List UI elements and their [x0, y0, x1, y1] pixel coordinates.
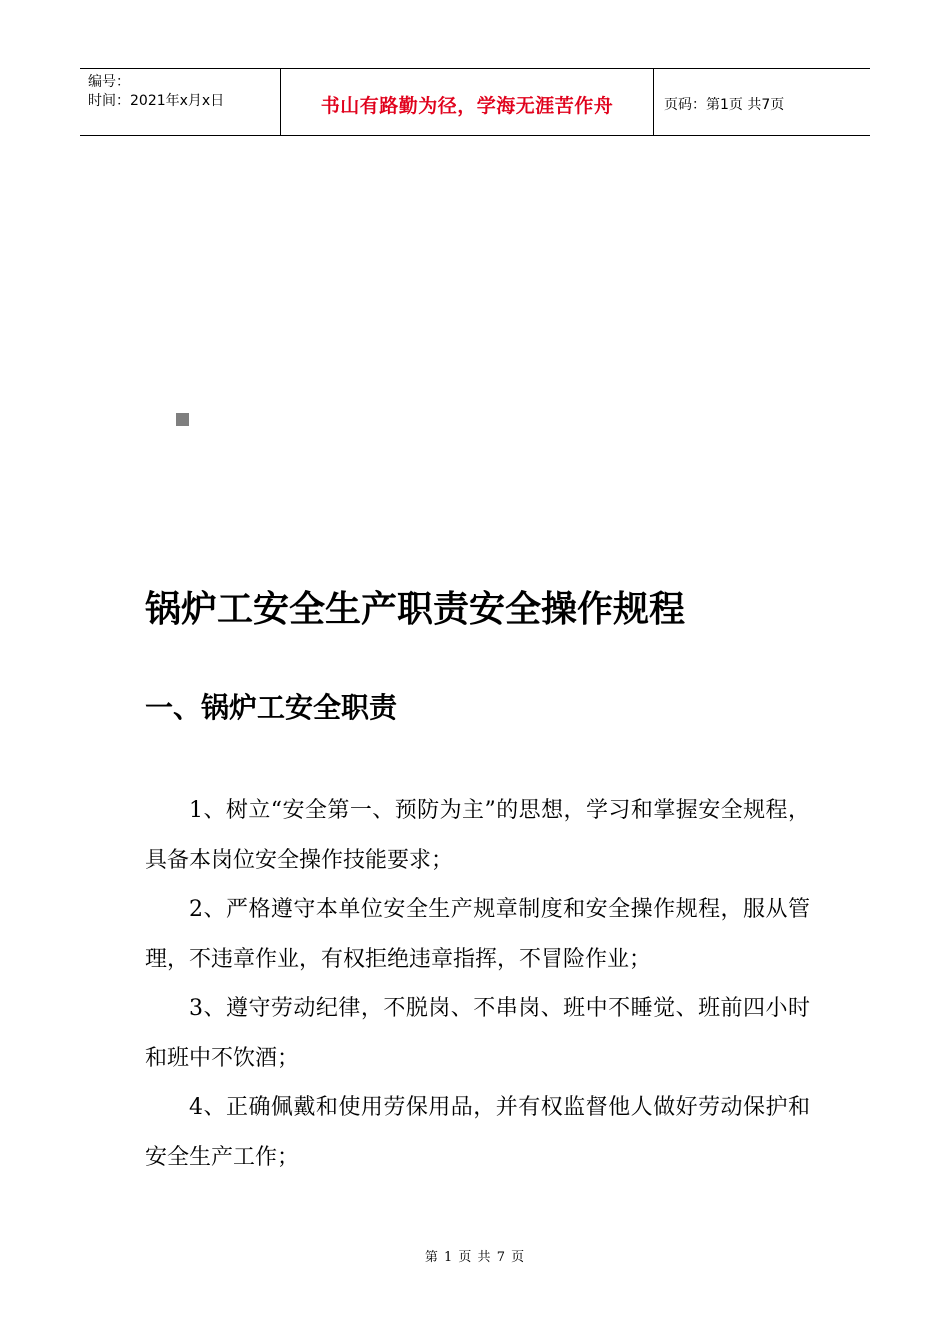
header-motto: 书山有路勤为径，学海无涯苦作舟 — [320, 94, 614, 117]
header-motto-cell — [281, 69, 654, 135]
serial-number-label: 编号： — [88, 74, 130, 90]
square-bullet-icon — [176, 413, 189, 426]
page-footer: 第 1 页 共 7 页 — [424, 1250, 526, 1265]
paragraph-4: 4、正确佩戴和使用劳保用品，并有权监督他人做好劳动保护和安全生产工作； — [145, 1095, 810, 1170]
header-meta — [80, 69, 281, 135]
document-title: 锅炉工安全生产职责安全操作规程 — [145, 589, 686, 630]
time-label: 时间：2021年x月x日 — [88, 93, 225, 109]
paragraph-2: 2、严格遵守本单位安全生产规章制度和安全操作规程，服从管理，不违章作业，有权拒绝违章指挥，不冒险作业； — [145, 897, 810, 972]
paragraph-1: 1、树立“安全第一、预防为主”的思想，学习和掌握安全规程，具备本岗位安全操作技能要求； — [145, 798, 810, 873]
section-heading: 一、锅炉工安全职责 — [145, 691, 398, 724]
paragraph-3: 3、遵守劳动纪律，不脱岗、不串岗、班中不睡觉、班前四小时和班中不饮酒； — [145, 996, 810, 1071]
header-page-info — [654, 69, 870, 135]
page-info-text: 页码：第1页 共7页 — [664, 97, 785, 113]
page-header — [80, 68, 870, 136]
document-body — [145, 786, 810, 1182]
